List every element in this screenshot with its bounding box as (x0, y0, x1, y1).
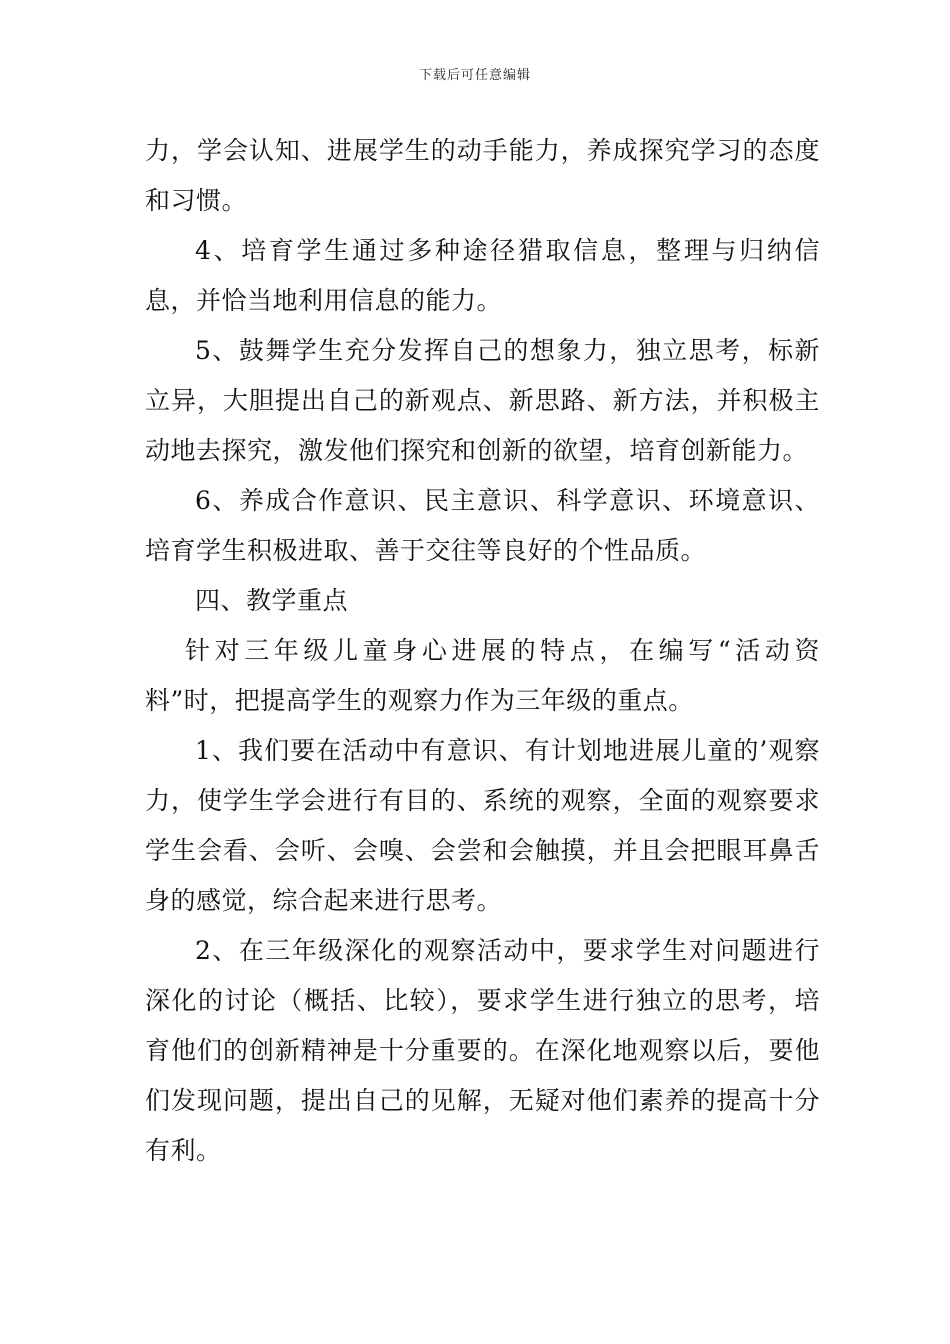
paragraph-focus-1: 1、我们要在活动中有意识、有计划地进展儿童的’观察力，使学生学会进行有目的、系统的观察，全面的观察要求学生会看、会听、会嗅、会尝和会触摸，并且会把眼耳鼻舌身的感觉，综合起来进行思考。 (145, 736, 820, 915)
paragraph-item-5: 5、鼓舞学生充分发挥自己的想象力，独立思考，标新立异，大胆提出自己的新观点、新思路、新方法，并积极主动地去探究，激发他们探究和创新的欲望，培育创新能力。 (145, 336, 820, 465)
paragraph-item-6: 6、养成合作意识、民主意识、科学意识、环境意识、培育学生积极进取、善于交往等良好的个性品质。 (145, 486, 820, 565)
paragraph-continuation: 力，学会认知、进展学生的动手能力，养成探究学习的态度和习惯。 (145, 136, 820, 215)
page-header: 下载后可任意编辑 (418, 68, 531, 83)
paragraph-focus-2: 2、在三年级深化的观察活动中，要求学生对问题进行深化的讨论（概括、比较），要求学生进行独立的思考，培育他们的创新精神是十分重要的。在深化地观察以后，要他们发现问题，提出自己的见解，无疑对他们素养的提高十分有利。 (145, 936, 820, 1165)
paragraph-focus-intro: 针对三年级儿童身心进展的特点，在编写“活动资料”时，把提高学生的观察力作为三年级的重点。 (145, 636, 820, 715)
section-heading-teaching-focus: 四、教学重点 (195, 586, 349, 615)
document-body (145, 126, 820, 1176)
paragraph-item-4: 4、培育学生通过多种途径猎取信息，整理与归纳信息，并恰当地利用信息的能力。 (145, 236, 820, 315)
